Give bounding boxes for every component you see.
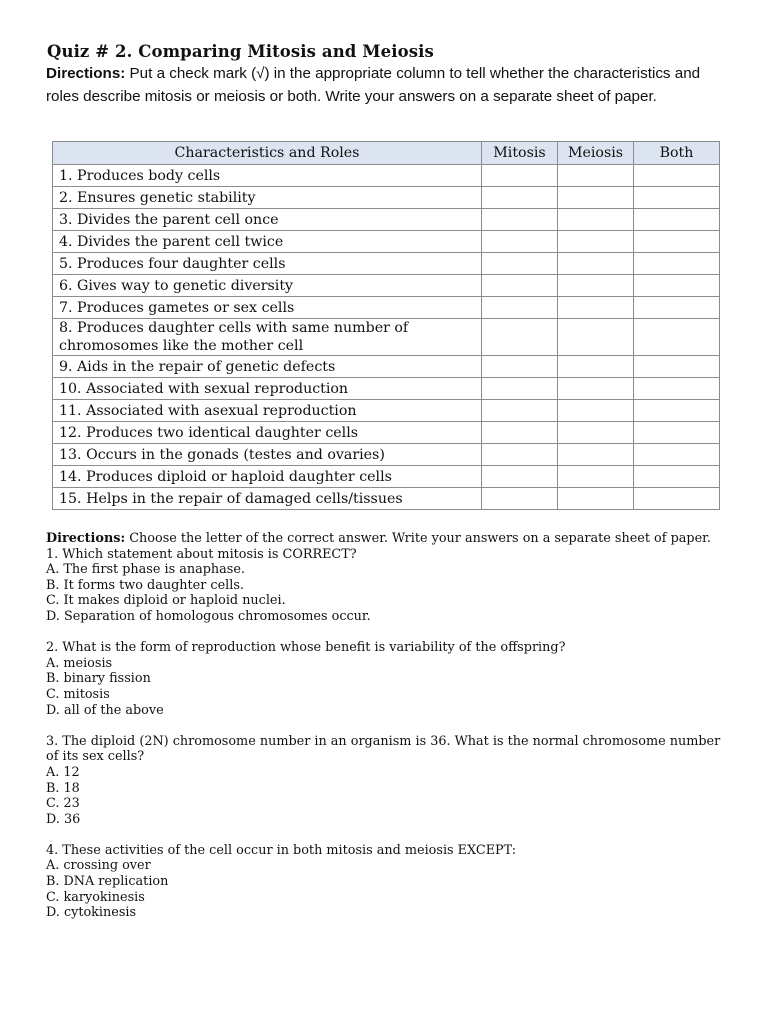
characteristic-cell: 6. Gives way to genetic diversity: [53, 275, 482, 297]
characteristic-cell: 11. Associated with asexual reproduction: [53, 400, 482, 422]
answer-option: C. mitosis: [46, 686, 110, 702]
characteristic-cell: 13. Occurs in the gonads (testes and ovaries): [53, 444, 482, 466]
check-cell-mitosis[interactable]: [482, 187, 558, 209]
answer-option: B. 18: [46, 780, 80, 796]
table-directions: [46, 63, 726, 108]
characteristic-cell: 15. Helps in the repair of damaged cells/tissues: [53, 488, 482, 510]
characteristic-cell: 5. Produces four daughter cells: [53, 253, 482, 275]
check-cell-mitosis[interactable]: [482, 378, 558, 400]
check-cell-meiosis[interactable]: [558, 356, 634, 378]
check-cell-meiosis[interactable]: [558, 209, 634, 231]
question-stem: 3. The diploid (2N) chromosome number in an organism is 36. What is the normal chromosome number of its sex cells?: [46, 733, 721, 765]
check-cell-both[interactable]: [634, 488, 720, 510]
table-row: [53, 253, 720, 275]
question-stem: 1. Which statement about mitosis is CORRECT?: [46, 546, 357, 562]
check-cell-both[interactable]: [634, 187, 720, 209]
check-cell-meiosis[interactable]: [558, 466, 634, 488]
check-cell-meiosis[interactable]: [558, 488, 634, 510]
question-stem: 4. These activities of the cell occur in both mitosis and meiosis EXCEPT:: [46, 842, 517, 858]
check-cell-meiosis[interactable]: [558, 378, 634, 400]
table-row: [53, 488, 720, 510]
check-cell-mitosis[interactable]: [482, 400, 558, 422]
answer-option: A. meiosis: [46, 655, 113, 671]
check-cell-both[interactable]: [634, 165, 720, 187]
answer-option: D. all of the above: [46, 702, 164, 718]
check-cell-mitosis[interactable]: [482, 275, 558, 297]
characteristic-cell: 10. Associated with sexual reproduction: [53, 378, 482, 400]
check-cell-mitosis[interactable]: [482, 319, 558, 356]
answer-option: A. crossing over: [46, 858, 151, 874]
check-cell-mitosis[interactable]: [482, 422, 558, 444]
header-meiosis: Meiosis: [558, 142, 634, 165]
question-list: [46, 547, 726, 921]
check-cell-meiosis[interactable]: [558, 422, 634, 444]
check-cell-mitosis[interactable]: [482, 165, 558, 187]
mc-directions: [46, 531, 726, 547]
question: [46, 547, 726, 625]
table-body: [53, 165, 720, 510]
characteristic-cell: 12. Produces two identical daughter cells: [53, 422, 482, 444]
answer-option: C. karyokinesis: [46, 889, 145, 905]
check-cell-mitosis[interactable]: [482, 253, 558, 275]
characteristic-cell: 1. Produces body cells: [53, 165, 482, 187]
answer-option: C. 23: [46, 796, 80, 812]
check-cell-both[interactable]: [634, 400, 720, 422]
characteristic-cell: 4. Divides the parent cell twice: [53, 231, 482, 253]
table-row: [53, 378, 720, 400]
check-cell-both[interactable]: [634, 209, 720, 231]
table-row: [53, 422, 720, 444]
check-cell-meiosis[interactable]: [558, 253, 634, 275]
table-row: [53, 400, 720, 422]
answer-option: C. It makes diploid or haploid nuclei.: [46, 593, 286, 609]
check-cell-meiosis[interactable]: [558, 444, 634, 466]
check-cell-both[interactable]: [634, 356, 720, 378]
answer-option: A. 12: [46, 764, 80, 780]
check-cell-meiosis[interactable]: [558, 297, 634, 319]
question: [46, 843, 726, 921]
check-cell-meiosis[interactable]: [558, 187, 634, 209]
table-row: [53, 187, 720, 209]
quiz-title: Quiz # 2. Comparing Mitosis and Meiosis: [47, 42, 434, 61]
answer-option: B. It forms two daughter cells.: [46, 577, 244, 593]
check-cell-both[interactable]: [634, 253, 720, 275]
check-cell-mitosis[interactable]: [482, 444, 558, 466]
check-cell-meiosis[interactable]: [558, 400, 634, 422]
table-row: [53, 209, 720, 231]
check-cell-both[interactable]: [634, 231, 720, 253]
check-cell-both[interactable]: [634, 319, 720, 356]
table-row: [53, 356, 720, 378]
question-stem: 2. What is the form of reproduction whose benefit is variability of the offspring?: [46, 640, 566, 656]
multiple-choice-section: [46, 531, 726, 921]
characteristic-cell: 2. Ensures genetic stability: [53, 187, 482, 209]
comparison-table: [52, 141, 720, 510]
check-cell-both[interactable]: [634, 466, 720, 488]
mc-directions-text: Choose the letter of the correct answer. Write your answers on a separate sheet of paper.: [125, 531, 711, 546]
check-cell-mitosis[interactable]: [482, 297, 558, 319]
answer-option: D. 36: [46, 811, 81, 827]
answer-option: B. binary fission: [46, 671, 151, 687]
question: [46, 734, 726, 828]
question: [46, 640, 726, 718]
check-cell-mitosis[interactable]: [482, 209, 558, 231]
check-cell-meiosis[interactable]: [558, 275, 634, 297]
check-cell-both[interactable]: [634, 275, 720, 297]
characteristic-cell: 9. Aids in the repair of genetic defects: [53, 356, 482, 378]
characteristic-cell: 3. Divides the parent cell once: [53, 209, 482, 231]
answer-option: D. cytokinesis: [46, 905, 137, 921]
characteristic-cell: 7. Produces gametes or sex cells: [53, 297, 482, 319]
check-cell-mitosis[interactable]: [482, 356, 558, 378]
check-cell-both[interactable]: [634, 422, 720, 444]
check-cell-meiosis[interactable]: [558, 231, 634, 253]
answer-option: B. DNA replication: [46, 874, 169, 890]
check-cell-mitosis[interactable]: [482, 231, 558, 253]
directions-label: Directions:: [46, 65, 126, 82]
table-row: [53, 275, 720, 297]
table-header-row: [53, 142, 720, 165]
answer-option: D. Separation of homologous chromosomes occur.: [46, 608, 371, 624]
check-cell-mitosis[interactable]: [482, 488, 558, 510]
table-row: [53, 231, 720, 253]
check-cell-both[interactable]: [634, 444, 720, 466]
table-row: [53, 444, 720, 466]
table-row: [53, 466, 720, 488]
check-cell-both[interactable]: [634, 378, 720, 400]
header-characteristics: Characteristics and Roles: [53, 142, 482, 165]
check-cell-meiosis[interactable]: [558, 319, 634, 356]
characteristic-cell: 8. Produces daughter cells with same number of chromosomes like the mother cell: [53, 319, 482, 356]
check-cell-mitosis[interactable]: [482, 466, 558, 488]
header-mitosis: Mitosis: [482, 142, 558, 165]
answer-option: A. The first phase is anaphase.: [46, 562, 245, 578]
mc-directions-label: Directions:: [46, 531, 126, 546]
table-row: [53, 319, 720, 356]
table-row: [53, 297, 720, 319]
directions-text: Put a check mark (√) in the appropriate column to tell whether the characteristics and roles describe mitosis or meiosis or both. Write your answers on a separate sheet of paper.: [46, 65, 701, 105]
header-both: Both: [634, 142, 720, 165]
characteristic-cell: 14. Produces diploid or haploid daughter cells: [53, 466, 482, 488]
table-row: [53, 165, 720, 187]
check-cell-meiosis[interactable]: [558, 165, 634, 187]
check-cell-both[interactable]: [634, 297, 720, 319]
